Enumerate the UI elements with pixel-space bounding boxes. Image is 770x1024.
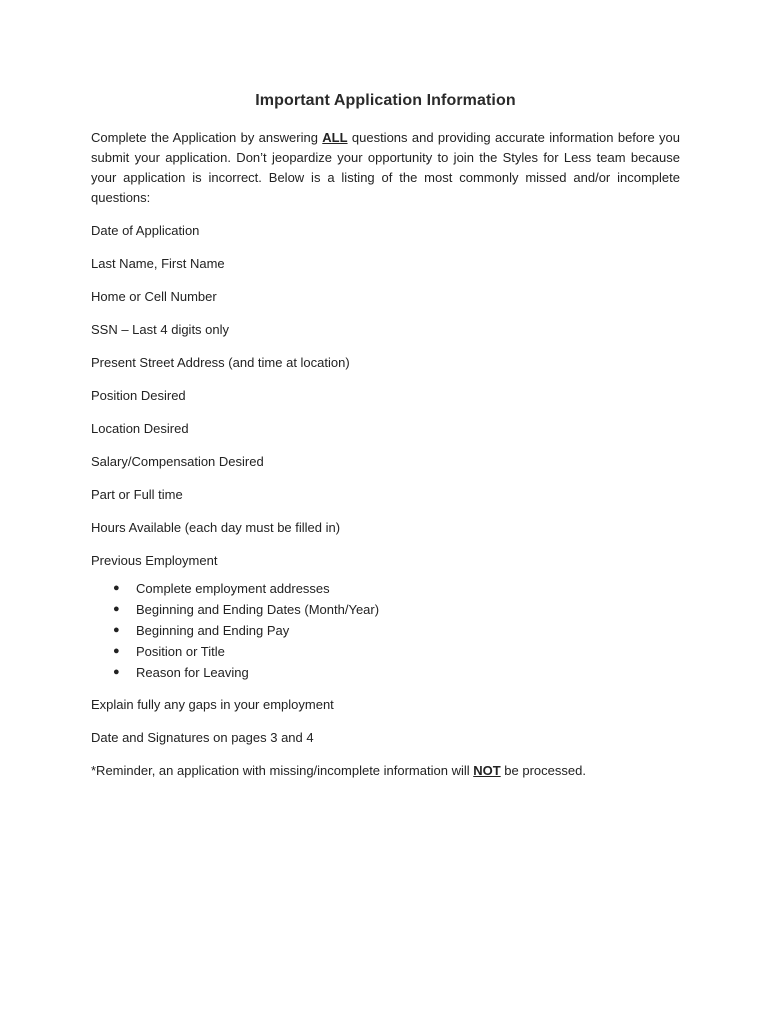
list-item-previous-employment: Previous Employment [91, 553, 218, 568]
list-item-date-of-application: Date of Application [91, 223, 200, 238]
intro-paragraph [91, 128, 680, 208]
reminder-emphasis-not: NOT [473, 763, 501, 778]
reminder-note [91, 761, 680, 781]
list-item-dates-and-signatures: Date and Signatures on pages 3 and 4 [91, 730, 314, 745]
previous-employment-bullet-list [91, 578, 680, 683]
bullet-item-employment-dates [113, 599, 680, 620]
bullet-icon: ● [113, 624, 120, 636]
intro-text-start: Complete the Application by answering [91, 130, 323, 145]
list-item-name: Last Name, First Name [91, 256, 225, 271]
document-content [91, 92, 680, 781]
bullet-item-text: Beginning and Ending Pay [136, 623, 290, 638]
list-item-part-or-full-time: Part or Full time [91, 487, 183, 502]
list-item-salary-desired: Salary/Compensation Desired [91, 454, 264, 469]
list-item-hours-available: Hours Available (each day must be filled in) [91, 520, 341, 535]
reminder-text-end: be processed. [500, 763, 586, 778]
intro-emphasis-all: ALL [322, 130, 348, 145]
list-item-employment-gaps: Explain fully any gaps in your employment [91, 697, 334, 712]
list-item-location-desired: Location Desired [91, 421, 189, 436]
bullet-item-text: Beginning and Ending Dates (Month/Year) [136, 602, 380, 617]
reminder-text-start: *Reminder, an application with missing/incomplete information will [91, 763, 474, 778]
bullet-icon: ● [113, 666, 120, 678]
bullet-item-text: Position or Title [136, 644, 225, 659]
bullet-item-employment-pay [113, 620, 680, 641]
bullet-item-position-title [113, 641, 680, 662]
list-item-ssn: SSN – Last 4 digits only [91, 322, 230, 337]
list-item-street-address: Present Street Address (and time at location) [91, 355, 350, 370]
bullet-item-text: Complete employment addresses [136, 581, 330, 596]
bullet-item-employment-addresses [113, 578, 680, 599]
bullet-item-reason-for-leaving [113, 662, 680, 683]
bullet-icon: ● [113, 645, 120, 657]
list-item-position-desired: Position Desired [91, 388, 186, 403]
list-item-phone-number: Home or Cell Number [91, 289, 217, 304]
page-title: Important Application Information [255, 92, 516, 109]
bullet-icon: ● [113, 603, 120, 615]
intro-text-end: questions and providing accurate information before you submit your application. Don’t jeopardize your opportunity to join the Styles for Less team because your application is incorrect. Below is a listing of the most commonly missed and/or incomplete questions: [91, 130, 680, 205]
bullet-item-text: Reason for Leaving [136, 665, 249, 680]
bullet-icon: ● [113, 582, 120, 594]
